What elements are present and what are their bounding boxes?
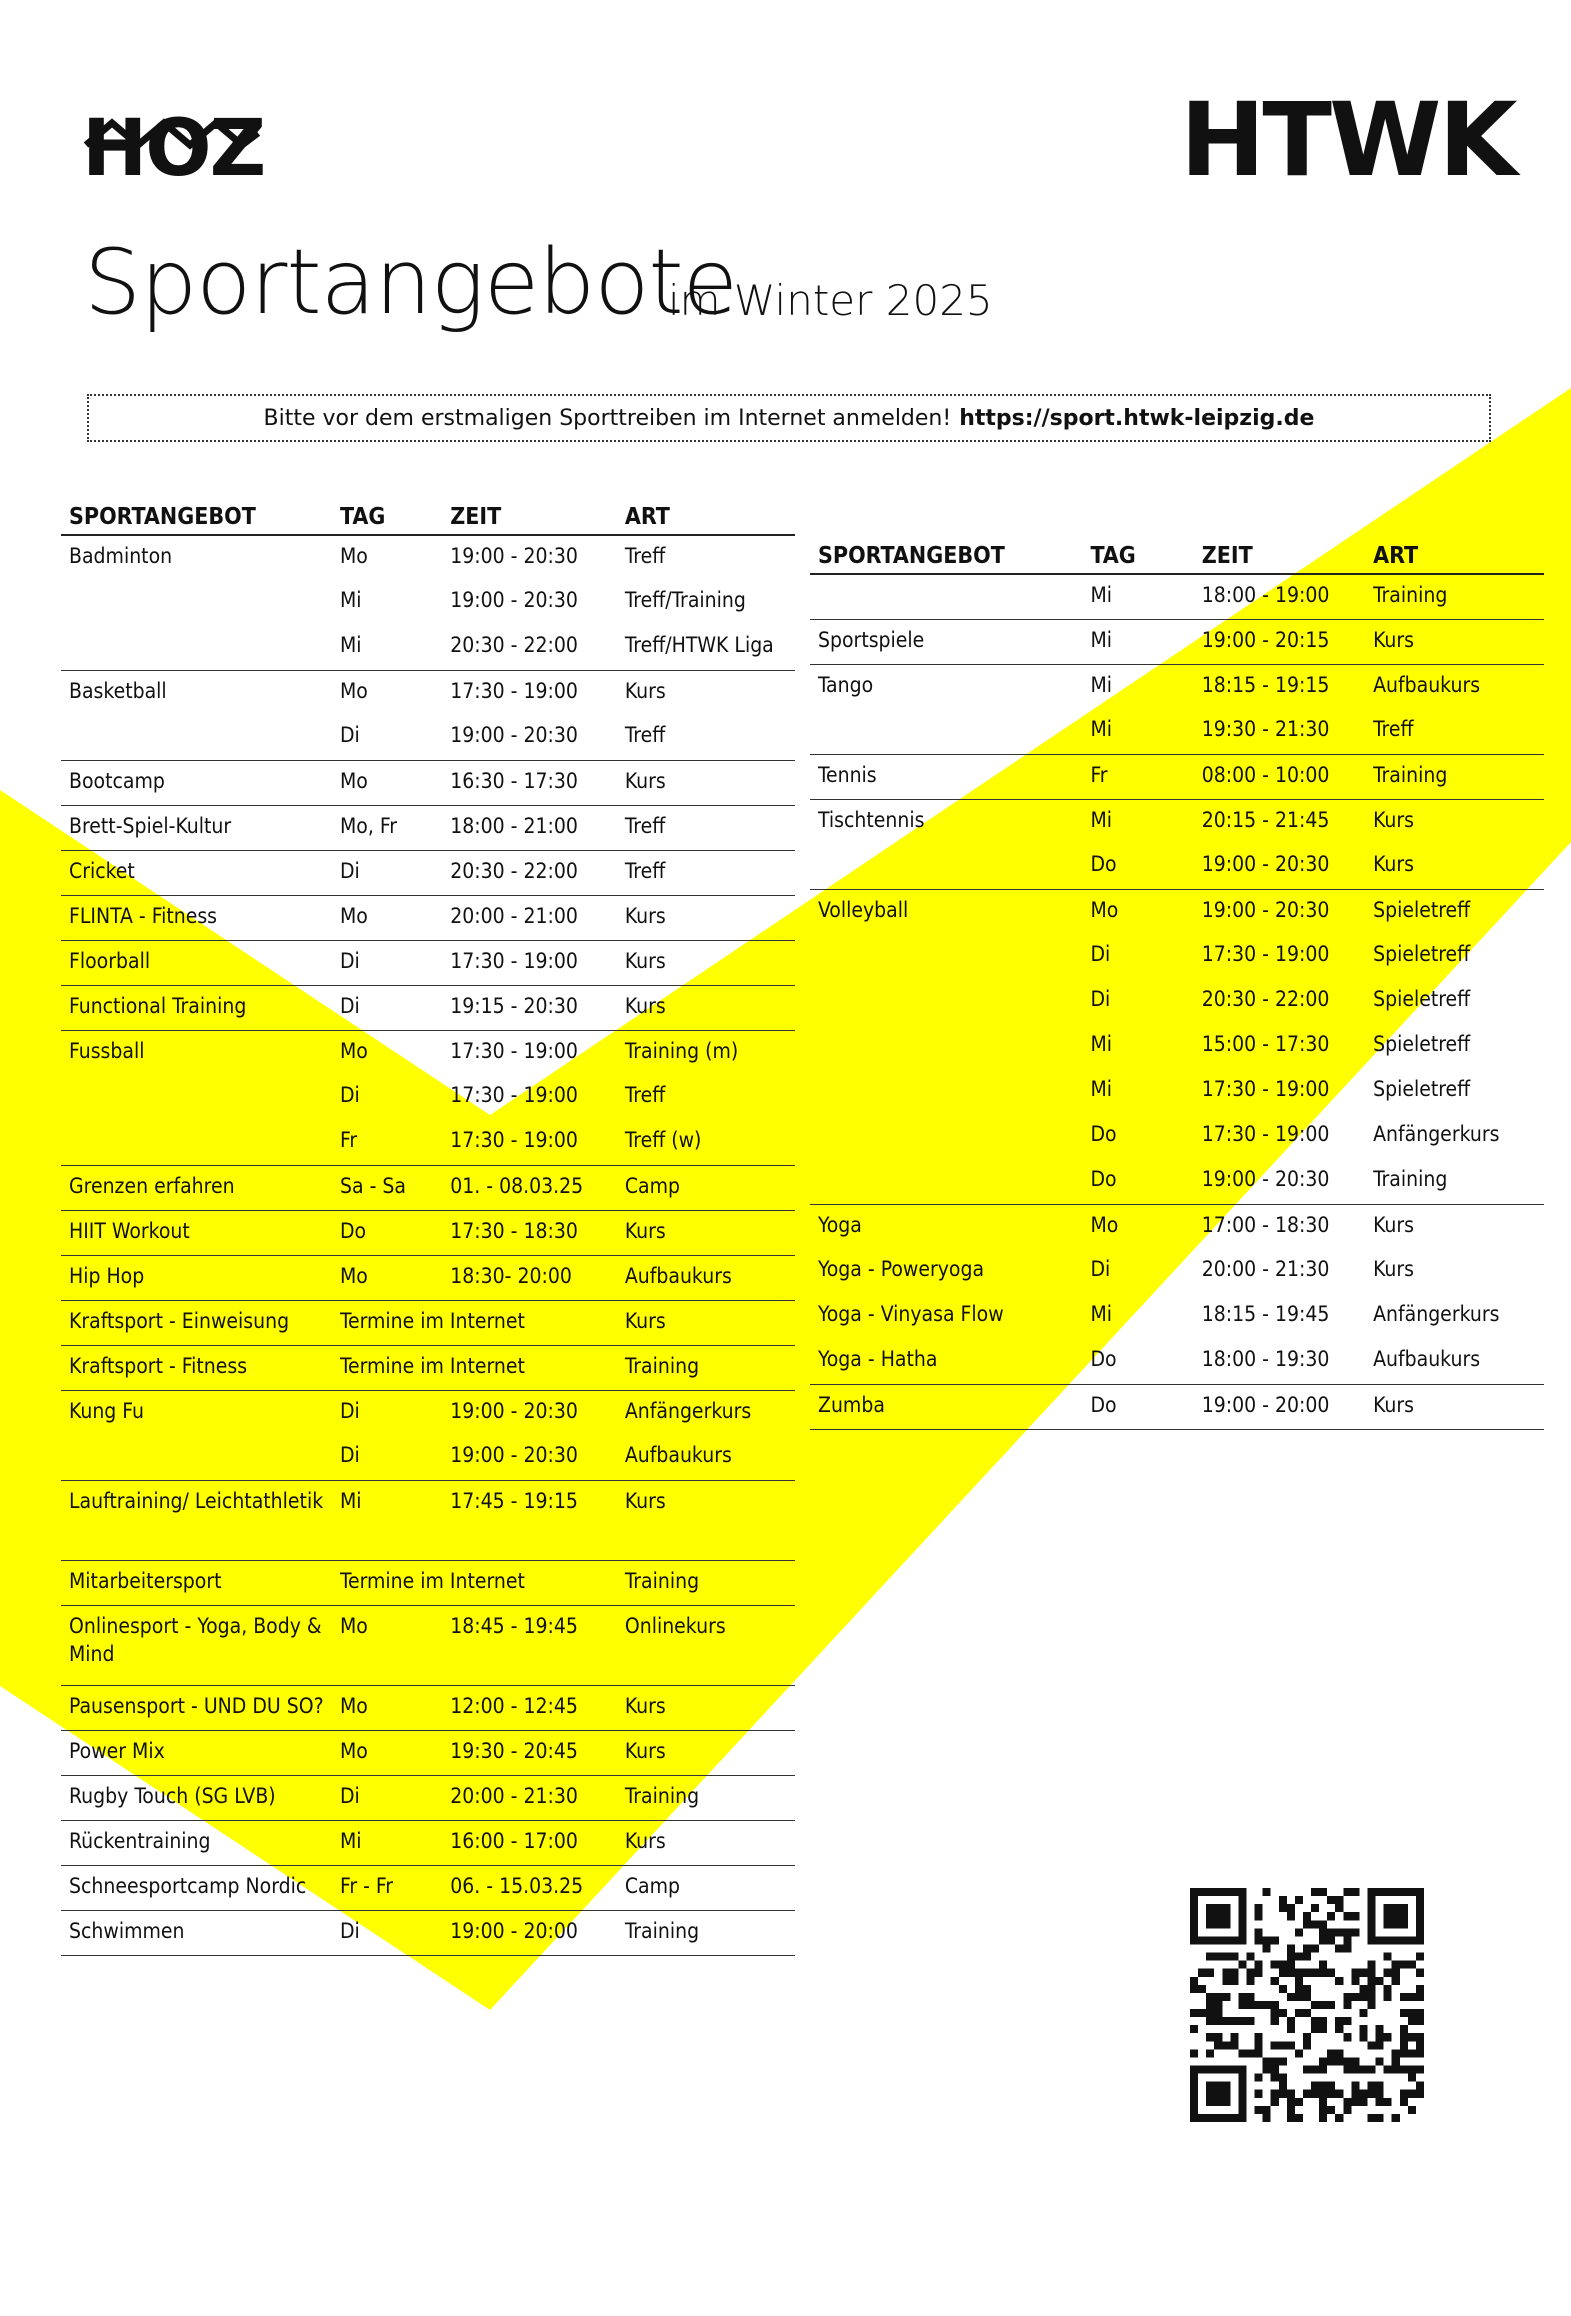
- table-row: [810, 1204, 1544, 1249]
- table-row: [61, 1605, 795, 1685]
- zeit-cell: 20:00 - 21:00: [442, 895, 617, 940]
- zeit-cell: 17:30 - 19:00: [442, 1120, 617, 1165]
- table-row: [61, 1210, 795, 1255]
- schedule-table-right: [810, 533, 1544, 1430]
- tag-cell: Mi: [332, 1820, 442, 1865]
- art-cell: Kurs: [617, 1210, 795, 1255]
- art-cell: Kurs: [624, 678, 666, 703]
- art-cell: Training: [1365, 574, 1544, 619]
- tag-cell: Termine im Internet: [332, 1560, 617, 1605]
- table-row: [61, 670, 795, 715]
- table-row: [810, 1159, 1544, 1204]
- zeit-cell: 17:30 - 19:00: [450, 1083, 578, 1107]
- art-cell: Treff: [617, 850, 795, 895]
- sport-cell: Yoga - Poweryoga: [818, 1257, 985, 1281]
- zeit-cell: 18:00 - 19:00: [1194, 574, 1365, 619]
- table-row: [810, 1384, 1544, 1429]
- tag-cell: Termine im Internet: [332, 1345, 617, 1390]
- art-cell: Kurs: [1373, 1257, 1415, 1281]
- tag-cell: Mo: [340, 544, 368, 568]
- table-row: [61, 1775, 795, 1820]
- zeit-cell: 19:00 - 20:30: [442, 1435, 617, 1480]
- zeit-cell: 19:00 - 20:30: [450, 1398, 578, 1423]
- table-row: [810, 1114, 1544, 1159]
- notice-url-link[interactable]: https://sport.htwk-leipzig.de: [959, 405, 1315, 431]
- table-row: [61, 760, 795, 805]
- table-row: [61, 1030, 795, 1075]
- schedule-table-left: [61, 494, 795, 1956]
- tag-cell: Do: [1082, 1159, 1193, 1204]
- art-cell: Treff/Training: [624, 588, 746, 612]
- tag-cell: Mi: [1082, 574, 1193, 619]
- zeit-cell: 18:15 - 19:45: [1201, 1302, 1330, 1326]
- sport-cell: Fussball: [69, 1038, 145, 1063]
- table-row: [61, 1255, 795, 1300]
- zeit-cell: 16:30 - 17:30: [442, 760, 617, 805]
- table-row: [810, 1339, 1544, 1384]
- tag-cell: Mi: [332, 625, 442, 670]
- table-row: [61, 625, 795, 670]
- art-cell: Kurs: [1373, 807, 1415, 832]
- sport-cell: [810, 1114, 1082, 1159]
- table-row: [61, 1075, 795, 1120]
- tag-cell: Mo: [340, 1038, 368, 1063]
- table-row: [810, 754, 1544, 799]
- sport-cell: Yoga - Hatha: [810, 1339, 1082, 1384]
- zeit-cell: 19:00 - 20:30: [1194, 1159, 1365, 1204]
- sport-cell: [61, 625, 332, 670]
- table-row: [61, 1390, 795, 1435]
- tag-cell: Di: [340, 1398, 360, 1423]
- header-art: ART: [1365, 533, 1544, 574]
- art-cell: Treff: [1365, 709, 1544, 754]
- sport-cell: Yoga - Vinyasa Flow: [818, 1302, 1004, 1326]
- tag-cell: Mi: [340, 588, 362, 612]
- zeit-cell: 17:30 - 19:00: [1201, 942, 1330, 966]
- tag-cell: Mo: [1090, 897, 1119, 922]
- tag-cell: Mo: [340, 678, 368, 703]
- tag-cell: Mi: [1090, 1302, 1113, 1326]
- art-cell: Kurs: [617, 895, 795, 940]
- tag-cell: Mi: [1082, 709, 1193, 754]
- table-row: [61, 940, 795, 985]
- sport-cell: Bootcamp: [61, 760, 332, 805]
- sport-cell: Schwimmen: [61, 1910, 332, 1955]
- art-cell: Aufbaukurs: [1365, 1339, 1544, 1384]
- tag-cell: Di: [1090, 987, 1111, 1011]
- tag-cell: Di: [332, 1775, 442, 1820]
- art-cell: Treff/HTWK Liga: [617, 625, 795, 670]
- sport-cell: Grenzen erfahren: [61, 1165, 332, 1210]
- zeit-cell: 19:00 - 20:30: [450, 544, 578, 568]
- header-sport: SPORTANGEBOT: [810, 533, 1082, 574]
- sport-cell: Hip Hop: [61, 1255, 332, 1300]
- art-cell: Training: [1365, 1159, 1544, 1204]
- tag-cell: Mo: [332, 1685, 442, 1730]
- art-cell: Kurs: [617, 760, 795, 805]
- art-cell: Kurs: [1373, 1212, 1415, 1237]
- zeit-cell: 19:30 - 20:45: [442, 1730, 617, 1775]
- page-subtitle: im Winter 2025: [668, 276, 993, 325]
- tag-cell: Do: [1082, 1339, 1193, 1384]
- htwk-logo: HTWK: [1180, 81, 1515, 200]
- art-cell: Spieletreff: [1373, 1077, 1471, 1101]
- sport-cell: [810, 1024, 1082, 1069]
- sport-cell: Floorball: [61, 940, 332, 985]
- art-cell: Kurs: [617, 1730, 795, 1775]
- table-row: [61, 1730, 795, 1775]
- tag-cell: Mi: [332, 1480, 442, 1560]
- art-cell: Treff: [624, 544, 666, 568]
- sport-cell: [61, 580, 332, 625]
- sport-cell: Kung Fu: [69, 1398, 144, 1423]
- tag-cell: Do: [332, 1210, 442, 1255]
- art-cell: Onlinekurs: [617, 1605, 795, 1685]
- header-zeit: ZEIT: [1194, 533, 1365, 574]
- art-cell: Treff: [617, 715, 795, 760]
- zeit-cell: 19:00 - 20:30: [450, 588, 578, 612]
- sport-cell: Tango: [818, 672, 874, 697]
- art-cell: Kurs: [617, 1685, 795, 1730]
- art-cell: Anfängerkurs: [1373, 1302, 1500, 1326]
- sport-cell: Functional Training: [61, 985, 332, 1030]
- table-row: [810, 1249, 1544, 1294]
- zeit-cell: 20:00 - 21:30: [442, 1775, 617, 1820]
- header-sport: SPORTANGEBOT: [61, 494, 332, 535]
- zeit-cell: 20:30 - 22:00: [1201, 987, 1330, 1011]
- zeit-cell: 19:00 - 20:00: [442, 1910, 617, 1955]
- tag-cell: Di: [332, 985, 442, 1030]
- zeit-cell: 01. - 08.03.25: [442, 1165, 617, 1210]
- art-cell: Anfängerkurs: [1373, 1122, 1500, 1146]
- table-row: [810, 979, 1544, 1024]
- table-row: [810, 709, 1544, 754]
- tag-cell: Sa - Sa: [332, 1165, 442, 1210]
- tag-cell: Mo: [332, 895, 442, 940]
- art-cell: Training: [1365, 754, 1544, 799]
- art-cell: Kurs: [617, 985, 795, 1030]
- tag-cell: Fr - Fr: [332, 1865, 442, 1910]
- zeit-cell: 17:30 - 19:00: [1201, 1122, 1330, 1146]
- sport-cell: Basketball: [69, 678, 167, 703]
- art-cell: Camp: [617, 1165, 795, 1210]
- sport-cell: [810, 1069, 1082, 1114]
- zeit-cell: 17:30 - 19:00: [1201, 1077, 1330, 1101]
- sport-cell: Schneesportcamp Nordic: [61, 1865, 332, 1910]
- zeit-cell: 12:00 - 12:45: [442, 1685, 617, 1730]
- table-row: [810, 664, 1544, 709]
- sport-cell: [810, 979, 1082, 1024]
- sport-cell: Tischtennis: [818, 807, 925, 832]
- zeit-cell: 18:15 - 19:15: [1201, 672, 1330, 697]
- zeit-cell: 17:30 - 19:00: [450, 678, 578, 703]
- art-cell: Kurs: [617, 940, 795, 985]
- art-cell: Spieletreff: [1373, 1032, 1471, 1056]
- sport-cell: Sportspiele: [810, 619, 1082, 664]
- table-row: [61, 805, 795, 850]
- sport-cell: [61, 715, 332, 760]
- table-row: [61, 1435, 795, 1480]
- tag-cell: Mo, Fr: [332, 805, 442, 850]
- table-row: [61, 580, 795, 625]
- sport-cell: Rückentraining: [61, 1820, 332, 1865]
- table-row: [61, 985, 795, 1030]
- art-cell: Aufbaukurs: [1373, 672, 1481, 697]
- tag-cell: Fr: [332, 1120, 442, 1165]
- sport-cell: FLINTA - Fitness: [61, 895, 332, 940]
- sport-cell: Kraftsport - Fitness: [61, 1345, 332, 1390]
- zeit-cell: 18:45 - 19:45: [442, 1605, 617, 1685]
- sport-cell: [810, 1159, 1082, 1204]
- table-row: [61, 1685, 795, 1730]
- zeit-cell: 19:00 - 20:15: [1194, 619, 1365, 664]
- tag-cell: Mo: [332, 1255, 442, 1300]
- sport-cell: [61, 1120, 332, 1165]
- tag-cell: Mi: [1090, 807, 1113, 832]
- tag-cell: Di: [340, 1083, 360, 1107]
- art-cell: Anfängerkurs: [624, 1398, 752, 1423]
- tag-cell: Do: [1082, 844, 1193, 889]
- zeit-cell: 15:00 - 17:30: [1201, 1032, 1330, 1056]
- art-cell: Spieletreff: [1373, 987, 1471, 1011]
- zeit-cell: 19:00 - 20:30: [1194, 844, 1365, 889]
- art-cell: Kurs: [617, 1300, 795, 1345]
- art-cell: Kurs: [1365, 844, 1544, 889]
- table-row: [61, 1910, 795, 1955]
- sport-cell: [810, 574, 1082, 619]
- table-row: [810, 799, 1544, 844]
- tag-cell: Di: [332, 940, 442, 985]
- art-cell: Camp: [617, 1865, 795, 1910]
- sport-cell: Badminton: [69, 544, 173, 568]
- sport-cell: [810, 844, 1082, 889]
- art-cell: Treff (w): [617, 1120, 795, 1165]
- sport-cell: [810, 709, 1082, 754]
- tag-cell: Termine im Internet: [332, 1300, 617, 1345]
- art-cell: Training: [617, 1345, 795, 1390]
- art-cell: Kurs: [617, 1480, 795, 1560]
- table-row: [61, 1865, 795, 1910]
- hoz-logo: HOZ: [82, 104, 265, 194]
- zeit-cell: 17:45 - 19:15: [442, 1480, 617, 1560]
- tag-cell: Mi: [1090, 672, 1113, 697]
- zeit-cell: 19:15 - 20:30: [442, 985, 617, 1030]
- sport-cell: Onlinesport - Yoga, Body & Mind: [61, 1605, 332, 1685]
- tag-cell: Mo: [332, 1605, 442, 1685]
- sport-cell: [810, 934, 1082, 979]
- table-row: [61, 715, 795, 760]
- table-row: [61, 1480, 795, 1560]
- zeit-cell: 19:00 - 20:30: [1201, 897, 1330, 922]
- table-row: [810, 844, 1544, 889]
- tag-cell: Mo: [332, 1730, 442, 1775]
- table-row: [61, 850, 795, 895]
- sport-cell: [61, 1075, 332, 1120]
- zeit-cell: 20:00 - 21:30: [1201, 1257, 1330, 1281]
- tag-cell: Fr: [1082, 754, 1193, 799]
- sport-cell: Power Mix: [61, 1730, 332, 1775]
- header-zeit: ZEIT: [442, 494, 617, 535]
- table-row: [61, 895, 795, 940]
- zeit-cell: 17:00 - 18:30: [1201, 1212, 1330, 1237]
- sport-cell: Cricket: [61, 850, 332, 895]
- art-cell: Training: [617, 1910, 795, 1955]
- art-cell: Treff: [624, 1083, 666, 1107]
- header-tag: TAG: [332, 494, 442, 535]
- table-row: [810, 619, 1544, 664]
- art-cell: Kurs: [1365, 619, 1544, 664]
- tag-cell: Di: [1090, 1257, 1111, 1281]
- sport-cell: Volleyball: [818, 897, 909, 922]
- tag-cell: Di: [332, 1910, 442, 1955]
- zeit-cell: 19:00 - 20:30: [442, 715, 617, 760]
- table-row: [810, 574, 1544, 619]
- sport-cell: Rugby Touch (SG LVB): [61, 1775, 332, 1820]
- notice-text: Bitte vor dem erstmaligen Sporttreiben im Internet anmelden!: [263, 405, 952, 431]
- art-cell: Training: [617, 1775, 795, 1820]
- table-row: [61, 1820, 795, 1865]
- tag-cell: Di: [1090, 942, 1111, 966]
- sport-cell: HIIT Workout: [61, 1210, 332, 1255]
- art-cell: Aufbaukurs: [617, 1435, 795, 1480]
- tag-cell: Mo: [1090, 1212, 1119, 1237]
- table-row: [61, 1120, 795, 1165]
- art-cell: Treff: [617, 805, 795, 850]
- registration-notice: [87, 394, 1491, 442]
- sport-cell: Kraftsport - Einweisung: [61, 1300, 332, 1345]
- zeit-cell: 20:30 - 22:00: [442, 625, 617, 670]
- tag-cell: Mo: [332, 760, 442, 805]
- art-cell: Training: [617, 1560, 795, 1605]
- table-row: [810, 1294, 1544, 1339]
- tag-cell: Di: [332, 850, 442, 895]
- zeit-cell: 20:30 - 22:00: [442, 850, 617, 895]
- zeit-cell: 19:00 - 20:00: [1194, 1384, 1365, 1429]
- tag-cell: Mi: [1090, 1077, 1113, 1101]
- art-cell: Aufbaukurs: [617, 1255, 795, 1300]
- qr-code-icon[interactable]: [1190, 1888, 1424, 2122]
- zeit-cell: 20:15 - 21:45: [1201, 807, 1330, 832]
- table-header-row: [810, 533, 1544, 574]
- header-art: ART: [617, 494, 795, 535]
- art-cell: Kurs: [1365, 1384, 1544, 1429]
- header-tag: TAG: [1082, 533, 1193, 574]
- table-row: [61, 1345, 795, 1390]
- art-cell: Spieletreff: [1373, 897, 1471, 922]
- table-row: [810, 889, 1544, 934]
- tag-cell: Mi: [1082, 619, 1193, 664]
- zeit-cell: 17:30 - 19:00: [450, 1038, 578, 1063]
- art-cell: Training (m): [624, 1038, 739, 1063]
- zeit-cell: 18:00 - 21:00: [442, 805, 617, 850]
- table-row: [810, 934, 1544, 979]
- table-row: [61, 1300, 795, 1345]
- sport-cell: Brett-Spiel-Kultur: [61, 805, 332, 850]
- table-header-row: [61, 494, 795, 535]
- tag-cell: Do: [1082, 1384, 1193, 1429]
- zeit-cell: 18:30- 20:00: [442, 1255, 617, 1300]
- zeit-cell: 17:30 - 19:00: [442, 940, 617, 985]
- tag-cell: Di: [332, 1435, 442, 1480]
- tag-cell: Mi: [1090, 1032, 1113, 1056]
- table-row: [61, 535, 795, 580]
- art-cell: Spieletreff: [1373, 942, 1471, 966]
- page-title: Sportangebote: [84, 230, 738, 335]
- zeit-cell: 08:00 - 10:00: [1194, 754, 1365, 799]
- table-row: [810, 1024, 1544, 1069]
- sport-cell: Tennis: [810, 754, 1082, 799]
- sport-cell: Zumba: [810, 1384, 1082, 1429]
- zeit-cell: 19:30 - 21:30: [1194, 709, 1365, 754]
- table-row: [810, 1069, 1544, 1114]
- table-row: [61, 1560, 795, 1605]
- sport-cell: [61, 1435, 332, 1480]
- table-row: [61, 1165, 795, 1210]
- zeit-cell: 06. - 15.03.25: [442, 1865, 617, 1910]
- zeit-cell: 17:30 - 18:30: [442, 1210, 617, 1255]
- tag-cell: Do: [1090, 1122, 1117, 1146]
- sport-cell: Pausensport - UND DU SO?: [61, 1685, 332, 1730]
- sport-cell: Mitarbeitersport: [61, 1560, 332, 1605]
- sport-cell: Lauftraining/ Leichtathletik: [61, 1480, 332, 1560]
- zeit-cell: 18:00 - 19:30: [1194, 1339, 1365, 1384]
- art-cell: Kurs: [617, 1820, 795, 1865]
- zeit-cell: 16:00 - 17:00: [442, 1820, 617, 1865]
- sport-cell: Yoga: [818, 1212, 862, 1237]
- tag-cell: Di: [332, 715, 442, 760]
